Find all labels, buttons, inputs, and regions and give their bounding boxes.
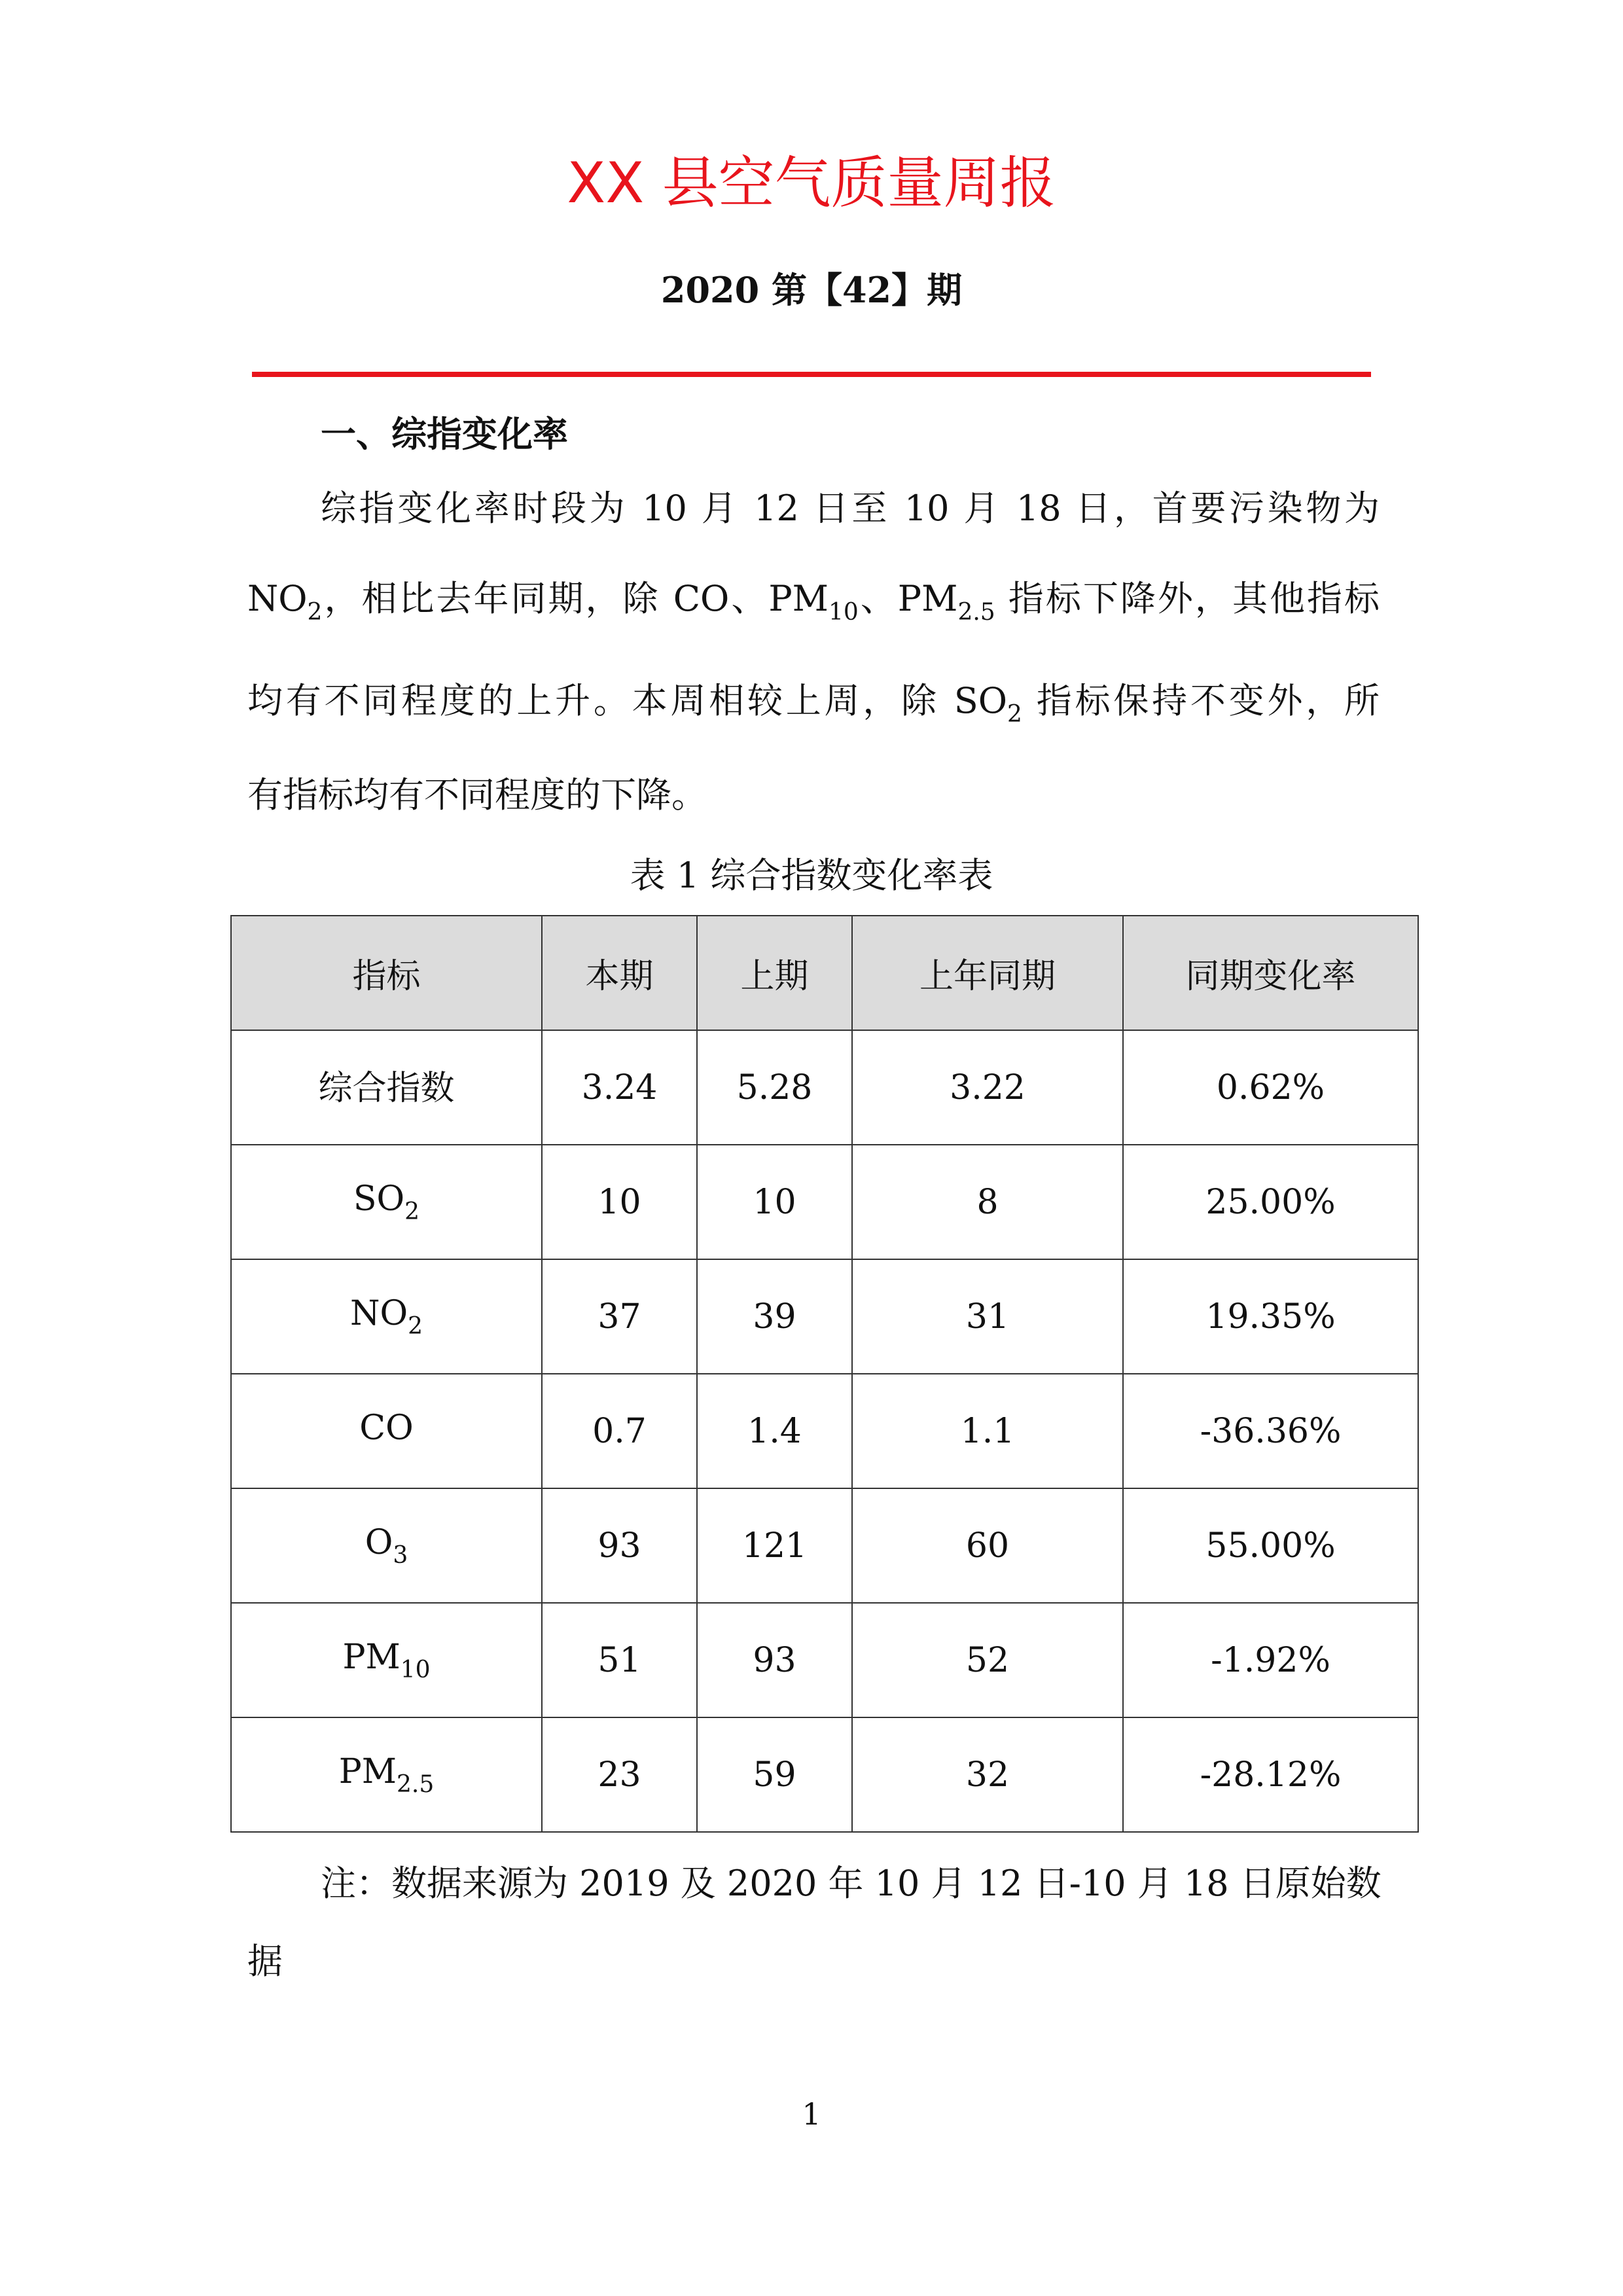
- current-cell: 51: [542, 1603, 697, 1717]
- change-cell: -28.12%: [1123, 1717, 1418, 1832]
- subscript: 2: [307, 599, 323, 626]
- section-heading: 一、综指变化率: [321, 413, 568, 455]
- table-header-row: [231, 916, 1418, 1030]
- last-year-cell: 1.1: [852, 1374, 1123, 1488]
- column-header: 指标: [231, 916, 542, 1030]
- subscript: 2.5: [957, 599, 995, 626]
- column-header: 同期变化率: [1123, 916, 1418, 1030]
- previous-cell: 59: [697, 1717, 852, 1832]
- current-cell: 37: [542, 1259, 697, 1374]
- table-row: [231, 1603, 1418, 1717]
- subscript: 2: [408, 1312, 423, 1340]
- paragraph-text: 、PM: [858, 578, 958, 619]
- change-cell: 55.00%: [1123, 1488, 1418, 1603]
- current-cell: 93: [542, 1488, 697, 1603]
- current-cell: 3.24: [542, 1030, 697, 1145]
- last-year-cell: 31: [852, 1259, 1123, 1374]
- paragraph-text: 指标下降外，其他指标: [995, 578, 1380, 619]
- table-row: [231, 1030, 1418, 1145]
- subscript: 3: [393, 1541, 408, 1569]
- last-year-cell: 32: [852, 1717, 1123, 1832]
- previous-cell: 93: [697, 1603, 852, 1717]
- paragraph-text: ，相比去年同期，除 CO、PM: [322, 578, 829, 619]
- previous-cell: 1.4: [697, 1374, 852, 1488]
- last-year-cell: 52: [852, 1603, 1123, 1717]
- column-header: 上年同期: [852, 916, 1123, 1030]
- footnote: 注：数据来源为 2019 及 2020 年 10 月 12 日-10 月 18 日原始数: [321, 1863, 1382, 1904]
- indicator-name: PM: [338, 1751, 397, 1791]
- indicator-name: O: [365, 1522, 393, 1562]
- table-row: [231, 1259, 1418, 1374]
- last-year-cell: 60: [852, 1488, 1123, 1603]
- paragraph-text: 有指标均有不同程度的下降。: [247, 774, 707, 816]
- paragraph-text: NO: [247, 578, 308, 619]
- table-row: [231, 1717, 1418, 1832]
- report-title: XX 县空气质量周报: [567, 151, 1056, 216]
- indicator-cell: [231, 1603, 542, 1717]
- paragraph-text: 指标保持不变外，所: [1022, 680, 1380, 721]
- footnote-continuation: 据: [247, 1941, 283, 1982]
- issue-number: 2020 第【42】期: [660, 269, 963, 311]
- indicator-name: 综合指数: [318, 1069, 455, 1108]
- subscript: 2: [1007, 701, 1022, 728]
- change-cell: 25.00%: [1123, 1145, 1418, 1259]
- index-change-table: [230, 915, 1419, 1833]
- paragraph-line-2: [247, 576, 1380, 636]
- current-cell: 0.7: [542, 1374, 697, 1488]
- paragraph-line-1: [321, 486, 1380, 531]
- subscript: 2.5: [396, 1770, 435, 1798]
- indicator-name: NO: [349, 1293, 408, 1333]
- table-caption: 表 1 综合指数变化率表: [630, 855, 993, 896]
- indicator-cell: [231, 1488, 542, 1603]
- indicator-cell: [231, 1259, 542, 1374]
- indicator-name: SO: [353, 1179, 405, 1219]
- last-year-cell: 8: [852, 1145, 1123, 1259]
- change-cell: -1.92%: [1123, 1603, 1418, 1717]
- table-row: [231, 1145, 1418, 1259]
- column-header: 本期: [542, 916, 697, 1030]
- current-cell: 23: [542, 1717, 697, 1832]
- page-number: 1: [802, 2096, 821, 2132]
- previous-cell: 5.28: [697, 1030, 852, 1145]
- paragraph-line-4: [247, 772, 1380, 818]
- subscript: 10: [828, 599, 859, 626]
- change-cell: -36.36%: [1123, 1374, 1418, 1488]
- current-cell: 10: [542, 1145, 697, 1259]
- subscript: 10: [400, 1656, 431, 1683]
- paragraph-text: 综指变化率时段为 10 月 12 日至 10 月 18 日，首要污染物为: [321, 488, 1380, 529]
- indicator-cell: [231, 1374, 542, 1488]
- paragraph-text: 均有不同程度的上升。本周相较上周，除 SO: [247, 680, 1008, 721]
- indicator-name: CO: [359, 1408, 414, 1448]
- table-row: [231, 1374, 1418, 1488]
- table-row: [231, 1488, 1418, 1603]
- indicator-cell: [231, 1030, 542, 1145]
- change-cell: 19.35%: [1123, 1259, 1418, 1374]
- last-year-cell: 3.22: [852, 1030, 1123, 1145]
- indicator-name: PM: [342, 1637, 401, 1677]
- change-cell: 0.62%: [1123, 1030, 1418, 1145]
- column-header: 上期: [697, 916, 852, 1030]
- subscript: 2: [404, 1198, 420, 1225]
- title-divider: [252, 372, 1371, 377]
- previous-cell: 121: [697, 1488, 852, 1603]
- indicator-cell: [231, 1717, 542, 1832]
- paragraph-line-3: [247, 678, 1380, 738]
- indicator-cell: [231, 1145, 542, 1259]
- previous-cell: 39: [697, 1259, 852, 1374]
- previous-cell: 10: [697, 1145, 852, 1259]
